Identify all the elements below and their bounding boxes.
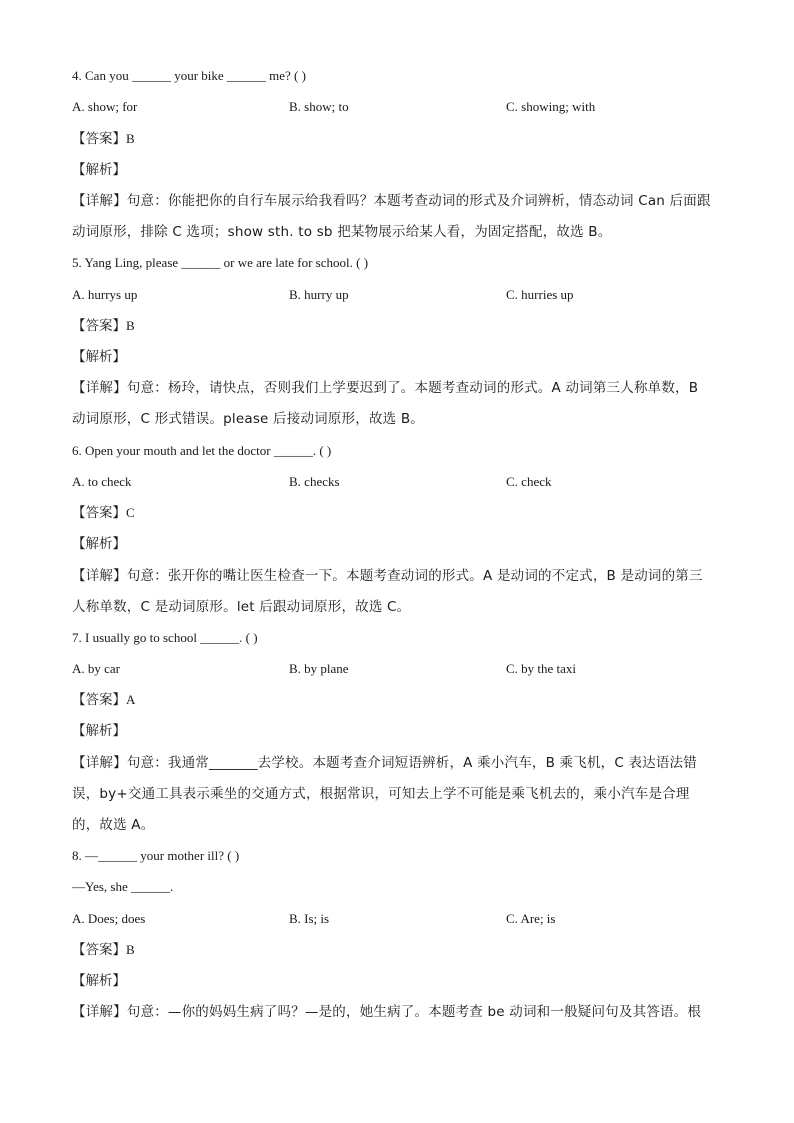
question-5-option-a: A. hurrys up (72, 287, 138, 302)
detail-text: 句意：张开你的嘴让医生检查一下。本题考查动词的形式。A 是动词的不定式，B 是动词的第三 (126, 568, 703, 584)
question-8-option-a: A. Does; does (72, 911, 146, 926)
question-7-stem: 7. I usually go to school ______. ( ) (72, 630, 258, 645)
question-4-option-c: C. showing; with (506, 99, 596, 114)
question-6-detail-line-2: 人称单数，C 是动词原形。let 后跟动词原形，故选 C。 (72, 599, 411, 615)
answer-tag: 【答案】 (72, 318, 126, 334)
question-6-analysis-tag: 【解析】 (72, 536, 126, 552)
question-7-option-a: A. by car (72, 661, 121, 676)
question-6-stem: 6. Open your mouth and let the doctor ______. ( ) (72, 443, 332, 458)
question-4-option-a: A. show; for (72, 99, 138, 114)
detail-tag: 【详解】 (72, 193, 127, 209)
question-5-analysis-tag: 【解析】 (72, 349, 126, 365)
question-7-detail-line-2: 误，by+交通工具表示乘坐的交通方式，根据常识，可知去上学不可能是乘飞机去的，乘小汽车是合理 (72, 786, 690, 802)
question-6-answer (72, 504, 135, 522)
question-8-stem: 8. —______ your mother ill? ( ) (72, 848, 240, 863)
question-5-detail-line-1 (72, 379, 698, 397)
question-6-option-b: B. checks (289, 474, 340, 489)
question-5-stem: 5. Yang Ling, please ______ or we are late for school. ( ) (72, 255, 369, 270)
answer-value: B (126, 942, 135, 957)
detail-text: 句意：—你的妈妈生病了吗？—是的，她生病了。本题考查 be 动词和一般疑问句及其答语。根 (126, 1004, 702, 1020)
detail-tag: 【详解】 (72, 380, 127, 396)
question-4-answer (72, 130, 135, 148)
question-8-option-c: C. Are; is (506, 911, 556, 926)
answer-tag: 【答案】 (72, 942, 126, 958)
question-5-option-c: C. hurries up (506, 287, 574, 302)
question-7-analysis-tag: 【解析】 (72, 723, 126, 739)
question-7-detail-line-3: 的，故选 A。 (72, 817, 155, 833)
question-4-stem: 4. Can you ______ your bike ______ me? ( ) (72, 68, 306, 83)
answer-value: B (126, 131, 135, 146)
question-7-option-c: C. by the taxi (506, 661, 577, 676)
question-8-option-b: B. Is; is (289, 911, 330, 926)
answer-value: C (126, 505, 135, 520)
detail-tag: 【详解】 (72, 755, 127, 771)
question-5-answer (72, 317, 135, 335)
question-8-stem-reply: —Yes, she ______. (72, 879, 174, 894)
answer-tag: 【答案】 (72, 505, 126, 521)
detail-text: 句意：你能把你的自行车展示给我看吗？本题考查动词的形式及介词辨析，情态动词 Can 后面跟 (126, 193, 711, 209)
question-8-answer (72, 941, 135, 959)
question-6-detail-line-1 (72, 567, 703, 585)
question-8-analysis-tag: 【解析】 (72, 973, 126, 989)
question-6-option-c: C. check (506, 474, 552, 489)
answer-value: A (126, 692, 136, 707)
answer-tag: 【答案】 (72, 692, 126, 708)
question-4-detail-line-1 (72, 192, 711, 210)
detail-tag: 【详解】 (72, 568, 127, 584)
answer-value: B (126, 318, 135, 333)
question-4-detail-line-2: 动词原形，排除 C 选项；show sth. to sb 把某物展示给某人看，为固定搭配，故选 B。 (72, 224, 612, 240)
question-5-detail-line-2: 动词原形，C 形式错误。please 后接动词原形，故选 B。 (72, 411, 424, 427)
detail-tag: 【详解】 (72, 1004, 127, 1020)
question-6-option-a: A. to check (72, 474, 132, 489)
answer-tag: 【答案】 (72, 131, 126, 147)
question-4-analysis-tag: 【解析】 (72, 162, 126, 178)
question-7-option-b: B. by plane (289, 661, 349, 676)
question-8-detail-line-1 (72, 1003, 701, 1021)
question-4-option-b: B. show; to (289, 99, 349, 114)
detail-text: 句意：我通常_______去学校。本题考查介词短语辨析，A 乘小汽车，B 乘飞机，C 表达语法错 (126, 755, 697, 771)
question-7-detail-line-1 (72, 754, 697, 772)
question-5-option-b: B. hurry up (289, 287, 349, 302)
detail-text: 句意：杨玲，请快点，否则我们上学要迟到了。本题考查动词的形式。A 动词第三人称单数，B (126, 380, 699, 396)
question-7-answer (72, 691, 135, 709)
